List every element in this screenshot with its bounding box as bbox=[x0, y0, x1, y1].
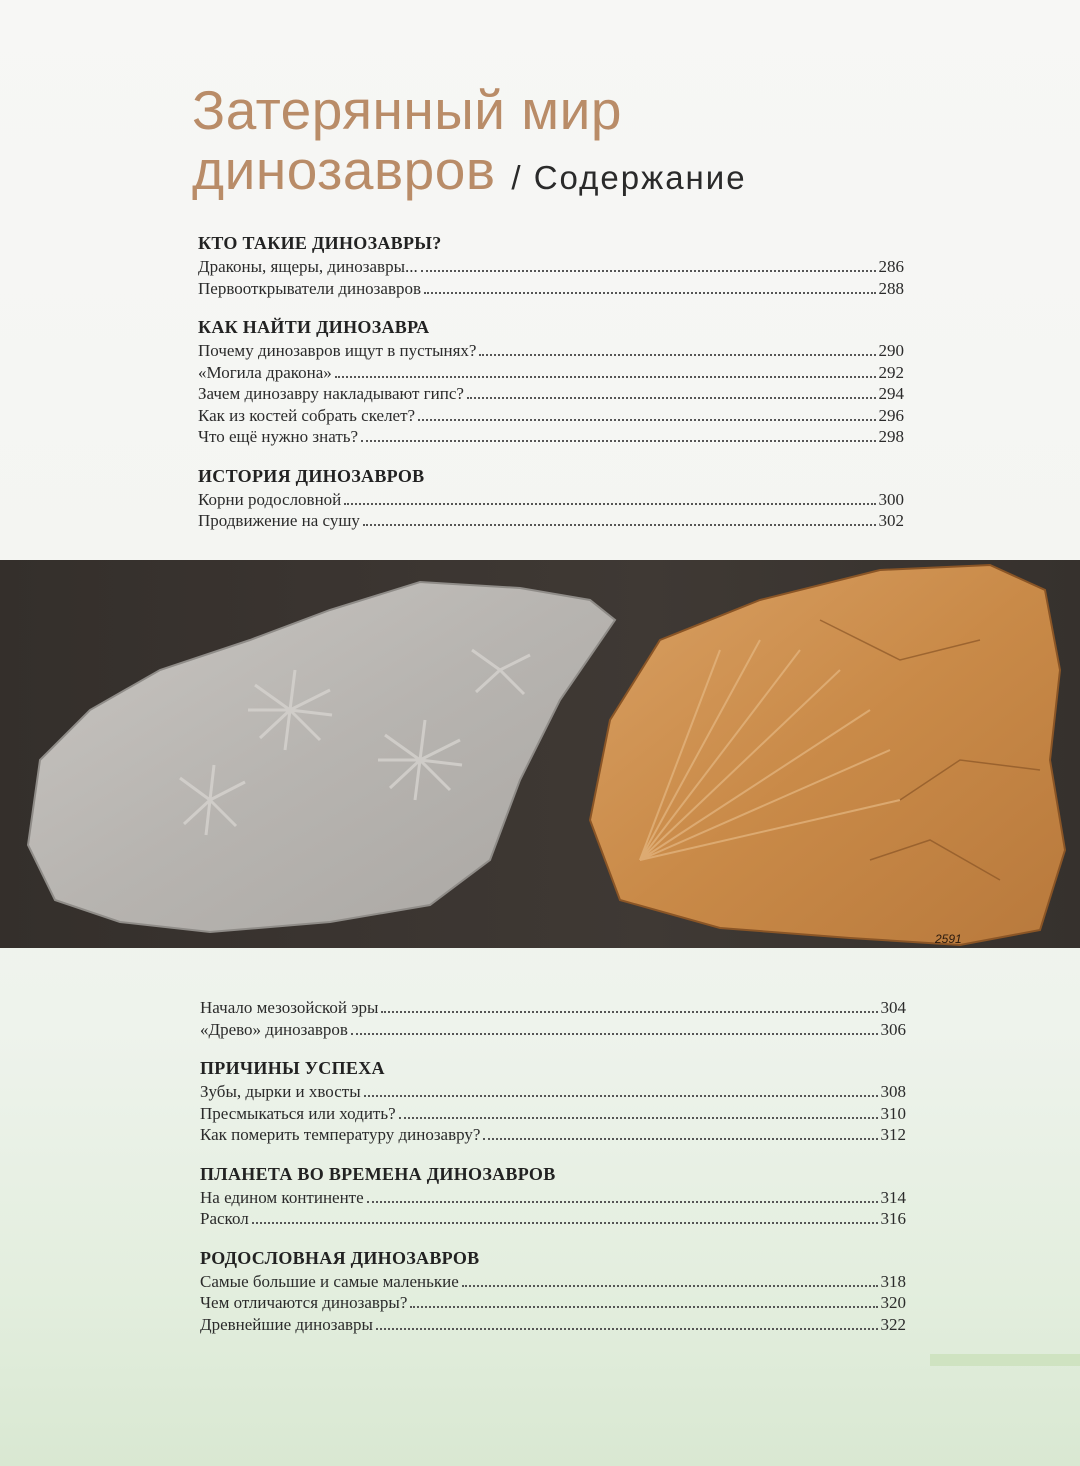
toc-entry[interactable] bbox=[198, 340, 904, 362]
toc-top bbox=[198, 232, 904, 549]
toc-section bbox=[200, 1247, 906, 1336]
toc-entry-label: Раскол bbox=[200, 1209, 249, 1228]
dot-leader bbox=[483, 1138, 877, 1140]
toc-entry-page-number: 304 bbox=[880, 998, 906, 1017]
toc-entry-label: Пресмыкаться или ходить? bbox=[200, 1103, 396, 1123]
toc-entry[interactable] bbox=[200, 1124, 906, 1146]
toc-section-heading: ИСТОРИЯ ДИНОЗАВРОВ bbox=[198, 465, 425, 486]
toc-entry-label: Драконы, ящеры, динозавры... bbox=[198, 257, 418, 276]
toc-entry-page-number: 318 bbox=[880, 1271, 906, 1291]
toc-entry-label: Корни родословной bbox=[198, 489, 342, 509]
toc-entry-page-number: 302 bbox=[878, 511, 904, 530]
toc-entry-label: Древнейшие динозавры bbox=[200, 1314, 373, 1334]
dot-leader bbox=[467, 397, 876, 399]
toc-entry-label: Как из костей собрать скелет? bbox=[198, 405, 416, 425]
toc-entry[interactable] bbox=[198, 489, 904, 511]
toc-entry[interactable] bbox=[200, 1314, 906, 1336]
toc-entry[interactable] bbox=[200, 1081, 906, 1103]
toc-entry-page-number: 292 bbox=[878, 362, 904, 382]
toc-entry-label: «Могила дракона» bbox=[198, 362, 332, 382]
dot-leader bbox=[335, 376, 876, 378]
toc-entry-label: Зачем динозавру накладывают гипс? bbox=[198, 384, 464, 403]
toc-entry-page-number: 286 bbox=[878, 257, 904, 276]
dot-leader bbox=[364, 1095, 878, 1097]
title-subtitle: / Содержание bbox=[511, 159, 747, 196]
toc-entry-page-number: 306 bbox=[880, 1019, 906, 1039]
dot-leader bbox=[367, 1201, 878, 1203]
toc-entry[interactable] bbox=[198, 383, 904, 405]
dot-leader bbox=[424, 292, 876, 294]
toc-bottom bbox=[200, 997, 906, 1352]
toc-entry-page-number: 290 bbox=[878, 341, 904, 360]
title-line-1: Затерянный мир bbox=[192, 79, 622, 141]
toc-entry[interactable] bbox=[198, 362, 904, 384]
footer-stripe bbox=[930, 1354, 1080, 1366]
toc-entry-page-number: 308 bbox=[880, 1082, 906, 1101]
dot-leader bbox=[479, 354, 875, 356]
toc-section-heading: ПЛАНЕТА ВО ВРЕМЕНА ДИНОЗАВРОВ bbox=[200, 1163, 556, 1184]
toc-entry[interactable] bbox=[198, 405, 904, 427]
dot-leader bbox=[418, 419, 875, 421]
toc-section bbox=[200, 1163, 906, 1230]
toc-entry-label: Зубы, дырки и хвосты bbox=[200, 1082, 361, 1101]
toc-entry-page-number: 294 bbox=[878, 384, 904, 403]
dot-leader bbox=[381, 1011, 877, 1013]
toc-section bbox=[198, 316, 904, 448]
toc-entry-page-number: 312 bbox=[880, 1125, 906, 1144]
toc-entry-label: Почему динозавров ищут в пустынях? bbox=[198, 341, 477, 360]
toc-entry-page-number: 296 bbox=[878, 405, 904, 425]
dot-leader bbox=[252, 1222, 878, 1224]
toc-section bbox=[200, 997, 906, 1040]
toc-entry[interactable] bbox=[200, 1292, 906, 1314]
toc-section bbox=[198, 465, 904, 532]
fossil-illustration bbox=[0, 560, 1080, 948]
toc-entry[interactable] bbox=[200, 1271, 906, 1293]
dot-leader bbox=[410, 1306, 877, 1308]
toc-section bbox=[198, 232, 904, 299]
fossil-photo bbox=[0, 560, 1080, 948]
toc-entry[interactable] bbox=[198, 426, 904, 448]
toc-entry[interactable] bbox=[200, 1103, 906, 1125]
orange-fossil-slab bbox=[590, 565, 1065, 945]
toc-entry-label: Продвижение на сушу bbox=[198, 511, 360, 530]
dot-leader bbox=[421, 270, 876, 272]
toc-entry-page-number: 300 bbox=[878, 489, 904, 509]
toc-entry-label: Первооткрыватели динозавров bbox=[198, 278, 421, 298]
specimen-number: 2591 bbox=[935, 932, 962, 946]
toc-entry[interactable] bbox=[200, 1187, 906, 1209]
toc-entry-page-number: 314 bbox=[880, 1187, 906, 1207]
dot-leader bbox=[462, 1285, 878, 1287]
toc-section-heading: КТО ТАКИЕ ДИНОЗАВРЫ? bbox=[198, 233, 442, 253]
toc-entry-label: «Древо» динозавров bbox=[200, 1019, 348, 1039]
toc-entry[interactable] bbox=[200, 1019, 906, 1041]
dot-leader bbox=[361, 440, 875, 442]
page-title bbox=[192, 80, 747, 208]
toc-section-heading: РОДОСЛОВНАЯ ДИНОЗАВРОВ bbox=[200, 1247, 480, 1268]
toc-entry[interactable] bbox=[198, 256, 904, 278]
toc-section bbox=[200, 1057, 906, 1146]
dot-leader bbox=[376, 1328, 878, 1330]
toc-entry-label: Как померить температуру динозавру? bbox=[200, 1125, 481, 1144]
toc-entry-label: Самые большие и самые маленькие bbox=[200, 1271, 459, 1291]
dot-leader bbox=[351, 1033, 878, 1035]
toc-entry-page-number: 320 bbox=[880, 1293, 906, 1312]
dot-leader bbox=[399, 1117, 878, 1119]
toc-entry[interactable] bbox=[200, 997, 906, 1019]
toc-entry[interactable] bbox=[200, 1208, 906, 1230]
grey-fossil-slab bbox=[28, 582, 615, 932]
toc-entry-label: На едином континенте bbox=[200, 1187, 364, 1207]
toc-entry[interactable] bbox=[198, 278, 904, 300]
toc-entry-page-number: 322 bbox=[880, 1314, 906, 1334]
toc-entry-page-number: 316 bbox=[880, 1209, 906, 1228]
toc-entry-page-number: 288 bbox=[878, 278, 904, 298]
dot-leader bbox=[344, 503, 875, 505]
toc-entry-label: Чем отличаются динозавры? bbox=[200, 1293, 408, 1312]
toc-entry-label: Начало мезозойской эры bbox=[200, 998, 379, 1017]
dot-leader bbox=[363, 524, 876, 526]
toc-section-heading: ПРИЧИНЫ УСПЕХА bbox=[200, 1058, 385, 1078]
toc-section-heading: КАК НАЙТИ ДИНОЗАВРА bbox=[198, 317, 430, 337]
toc-entry[interactable] bbox=[198, 510, 904, 532]
title-line-2: динозавров bbox=[192, 139, 496, 201]
toc-entry-page-number: 298 bbox=[878, 427, 904, 446]
toc-entry-label: Что ещё нужно знать? bbox=[198, 427, 359, 446]
toc-entry-page-number: 310 bbox=[880, 1103, 906, 1123]
